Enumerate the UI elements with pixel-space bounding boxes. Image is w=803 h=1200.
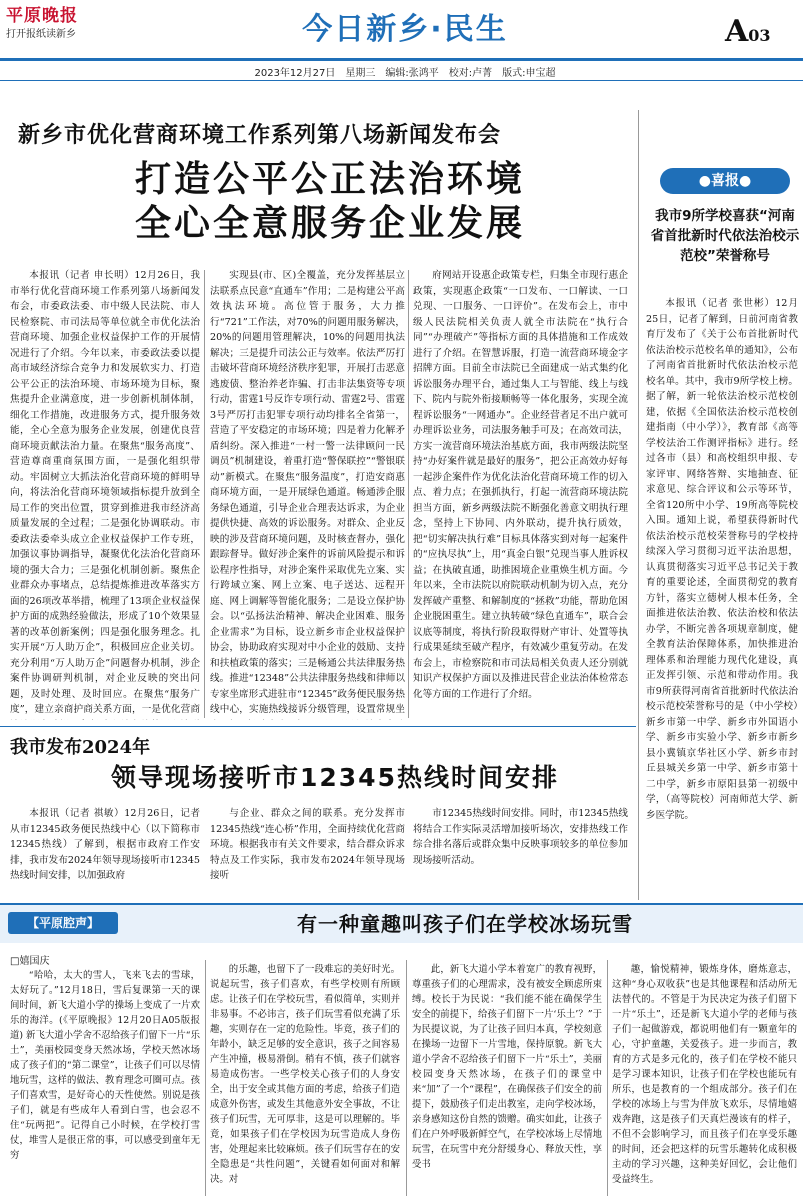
story2-kicker: 我市发布2024年 bbox=[10, 737, 151, 758]
page-number: A03 bbox=[725, 14, 771, 49]
column-divider bbox=[408, 270, 409, 718]
lead-headline-line1: 打造公平公正法治环境 bbox=[134, 159, 525, 200]
lead-column-3: 府网站开设惠企政策专栏，归集全市现行惠企政策，实现惠企政策“一口发布、一口解读、一口兑现、一口服务、一口评价”。在发布会上，市中级人民法院相关负责人就全市法院在“执行合同”“办理破产”等指标方面的具体措施和工作成效进行了介绍。在智慧诉服，打造一流营商环境金字招牌方面。目前全市法院已全面建成一站式集约化诉讼服务办理平台，通过集人工与智能、线上与线下、院内与院外衔接顺畅等一体化服务，实现全流程诉讼服务“一网通办”。企业经营者足不出户就可办理诉讼业务，司法服务触手可及；在高效司法，方实一流营商环境法治基底方面，我市两级法院坚持“办好案件就是最好的服务”，把公正高效办好每一起涉企案件作为优化法治化营商环境工作的切入点、着力点；在强抓执行，打起一流营商环境法院担当方面，新乡两级法院不断强化善意文明执行理念，坚持上下协同、内外联动，提升执行质效，把“切实解决执行难”目标具体落实到对每一起案件的“应执尽执”上，用“真金白银”兑现当事人胜诉权益；在执破直通，助推困境企业重焕生机方面。今年以来，全市法院以府院联动机制为切入点，充分发挥破产重整、和解制度的“拯救”功能，帮助危困企业脱困重生。建立执转破“绿色直通车”，联合会议底等制度，将执行阶段取得财产审计、处置等执行成果延续至破产程序，有效减少重复劳动。在发布会上，市检察院和市司法局相关负责人还分别就知识产权保护方面以及推进民营企业法治体检常态化等方面的工作进行了介绍。 bbox=[413, 270, 628, 700]
story2-column-1: 本报讯（记者 祺敏）12月26日，记者从市12345政务便民热线中心（以下简称市12345热线）了解到，根据市政府工作安排，我市发布2024年领导现场接听市12345热线时间安排，以加强政府 bbox=[10, 808, 200, 881]
column-divider bbox=[607, 960, 608, 1196]
lead-headline-line2: 全心全意服务企业发展 bbox=[134, 203, 525, 244]
story2-column-2: 与企业、群众之间的联系。充分发挥市12345热线“连心桥”作用，全面持续优化营商环境。根据我市有关文件要求，结合群众诉求特点及工作实际，我市发布2024年领导现场接听 bbox=[210, 808, 405, 881]
story2-headline: 领导现场接听市12345热线时间安排 bbox=[111, 763, 559, 792]
newspaper-logo: 平原晚报 bbox=[6, 6, 78, 26]
column-text-2: 的乐趣，也留下了一段难忘的美好时光。说起玩雪，孩子们喜欢，有些学校则有所顾虑。让孩子们在学校玩雪，看似简单，实则并非易事。不必讳言，孩子们玩雪看似充满了乐趣，实则存在一定的危险性。毕竟，孩子们的年龄小，缺乏足够的安全意识，孩子之间容易产生冲撞，极易滑倒。稍有不慎，孩子们就容易造成伤害。一些学校关心孩子们的人身安全，出于安全或其他方面的考虑，给孩子们造成意外伤害，或发生其他意外安全事故，不让孩子们玩雪，无可厚非，这是可以理解的。毕竟，如果孩子们在学校因为玩雪造成人身伤害，处理起来比较麻烦。孩子们玩雪存在的安全隐患是“共性问题”，关键看如何面对和解决。对 bbox=[210, 964, 400, 1185]
column-text-3: 此，新飞大道小学本着宽广的教育视野，尊重孩子们的心理需求，没有被安全顾虑所束缚。校长于为民说：“我们能不能在确保学生安全的前提下，给孩子们留下一片‘乐土’？”于为民提议说，为了让孩子回归本真，学校刻意在操场一边留下一片雪地，保持原貌。新飞大道小学舍不忍给孩子们留下一片“乐土”，美丽校园变身天然冰场，在孩子们的课堂中来“加”了一个“课程”，在确保孩子们安全的前提下，鼓励孩子们走出教室，走向学校冰场，亲身感知这份自然的馈赠。确实如此，让孩子们在户外呼吸新鲜空气，在学校冰场上尽情地玩雪，在玩雪中充分舒缓身心、释放天性，享受书 bbox=[412, 964, 602, 1170]
newspaper-slogan: 打开报纸读新乡 bbox=[6, 29, 76, 40]
column-title: 有一种童趣叫孩子们在学校冰场玩雪 bbox=[297, 912, 633, 936]
header-rule-thin bbox=[0, 80, 803, 81]
sidebar-body: 本报讯（记者 张世彬）12月25日，记者了解到，日前河南省教育厅发布了《关于公布首批新时代依法治校示范校名单的通知》，公布了河南省首批新时代依法治校示范校名单。其中，我市9所学校上榜。据了解，新一轮依法治校示范校创建，依据《全国依法治校示范校创建指南（中小学）》，教育部《高等学校法治工作测评指标》进行。经过各市（县）和高校组织申报、专家评审、网络答辩、实地抽查、征求意见、综合评议和公示等环节，全省120所中小学、19所高等院校入围。通知上说，希望获得新时代依法治校示范校荣誉称号的学校持续深入学习贯彻习近平法治思想，认真贯彻落实习近平总书记关于教育的重要论述，全面贯彻党的教育方针，落实立德树人根本任务，全面推进依法治教、依法治校和依法办学，不断完善各项规章制度，健全教育法治保障体系，加快推进治理体系和治理能力现代化建设，真正发挥引领、示范和带动作用。我市9所获得河南省首批新时代依法治校示范校荣誉称号的是（中小学校）新乡市第一中学、新乡市外国语小学、新乡市实验小学、新乡市新乡县小冀镇京华社区小学、新乡市封丘县城关乡第一中学、新乡市第十二中学，新乡市原阳县第一初级中学，（高等院校）河南师范大学、新乡医学院。 bbox=[646, 298, 798, 821]
dateline: 2023年12月27日 星期三 编辑:张鸿平 校对:卢菁 版式:申宝超 bbox=[254, 68, 556, 79]
column-divider bbox=[406, 960, 407, 1196]
lead-column-1: 本报讯（记者 申长明）12月26日，我市举行优化营商环境工作系列第八场新闻发布会，市委政法委、市中级人民法院、市人民检察院、市司法局等单位就全市优化法治营商环境、加强企业权益保护工作的开展情况进行了介绍。今年以来，市委政法委以提高市域经济综合竞争力和发展软实力、打造公平公正的法治环境、市场环境为目标，聚焦提升企业满意度，进一步创新机制体制，细化工作措施，改进服务方式，提升服务效能，全心全意为服务企业发展，创建优良营商环境贡献法治力量。在聚焦“服务高度”、营造尊商重商氛围方面，一是强化组织带动。牢固树立大抓法治化营商环境的鲜明导向，将法治化营商环境领域指标提升放到全局工作的突出位置，贯穿到推进我市经济高质量发展的全过程；二是强化协调联动。市委政法委牵头成立企业权益保护工作专班，加强议事协调指导，凝聚优化法治化营商环境的强大合力；三是强化机制创新。聚焦企业群众办事堵点，总结提炼推进改革落实方面的26项改革举措，梳理了13项企业权益保护方面的成熟经验做法，形成了10个效果显著的改革创新案例；四是强化服务理念。扎实开展“万人助万企”，积极回应企业关切。充分利用“万人助万企”问题督办机制，涉企案件协调研判机制，对企业反映的突出问题，及时处理、及时回应。在聚焦“服务广度”，建立亲商护商关系方面，一是优化营商 bbox=[10, 270, 200, 715]
sidebar-headline: 我市9所学校喜获“河南省首批新时代依法治校示范校”荣誉称号 bbox=[650, 208, 800, 264]
story2-column-3: 市12345热线时间安排。同时，市12345热线将结合工作实际灵活增加接听场次，安排热线工作综合排名落后或群众集中反映事项较多的单位参加现场接听活动。 bbox=[413, 808, 628, 866]
section-title: 今日新乡·民生 bbox=[302, 12, 508, 47]
column-text-1: “哈哈，太大的雪人，飞来飞去的雪球，太好玩了。”12月18日，雪后复课第一天的课间时间，新飞大道小学的操场上变成了一片欢乐的海洋。(《平原晚报》12月20日A05版报道) 新飞大道小学舍不忍给孩子们留下一片“乐土”，美丽校园变身天然冰场，学校天然冰场成了孩子们的“第二课堂”，让孩子们可以尽情地玩雪，这样的做法、教育理念可圈可点。孩子们喜欢雪，是好奇心的天性使然。别说是孩子们，就是有些成年人看到白雪，也会忍不住“玩两把”。记得自己小时候，在学校打雪仗，堆雪人是很正常的事，可以感受到童年无穷 bbox=[10, 970, 200, 1161]
lead-kicker: 新乡市优化营商环境工作系列第八场新闻发布会 bbox=[18, 122, 502, 148]
lead-headline bbox=[70, 158, 590, 246]
column-author: □嬉国庆 bbox=[10, 956, 50, 967]
column-badge: 【平原腔声】 bbox=[8, 912, 118, 934]
column-divider bbox=[205, 960, 206, 1196]
masthead bbox=[6, 4, 96, 52]
lead-column-2: 实现县(市、区)全覆盖，充分发挥基层立法联系点民意“直通车”作用；二是构建公平高效执法环境。高位管于服务，大力推行“721”工作法，对70%的问题用服务解决，20%的问题用管理解决，10%的问题用执法解决；三是提升司法公正与效率。依法严厉打击破坏营商环境经济秩序犯罪，开展打击恶意逃废债、整治养老诈骗、打击非法集资等专项行动，雷霆1号反诈专项行动、雷霆2号、雷霆3号严厉打击犯罪专项行动均排名全省第一，营造了平安稳定的市场环境；四是着力化解矛盾纠纷。深入推进“一村一警一法律顾问一民调员”机制建设，着重打造“警保联控”“警银联动”新模式。在聚焦“服务温度”，打造安商惠商环境方面，一是开展绿色通道。畅通涉企服务绿色通道，引导企业合理表达诉求，为企业提供快捷、高效的诉讼服务。对群众、企业反映的涉及营商环境问题，及时核查督办，强化跟踪督导。做好涉企案件的诉前风险提示和诉讼程序性指导，对涉企案件采取优先立案、实行跨域立案、网上立案、电子送达、远程开庭、网上调解等智能化服务；二是设立保护协会。以“弘扬法治精神、解决企业困难、服务企业需求”为目标，设立新乡市企业权益保护协会，协助政府实现对中小企业的鼓励、支持和扶植政策的落实；三是畅通公共法律服务热线。推进“12348”公共法律服务热线和律师以专家坐席形式进驻市“12345”政务便民服务热线中心，实施热线接诉分级管理，设置常规坐 bbox=[210, 270, 405, 715]
column-divider bbox=[204, 270, 205, 718]
good-news-badge: ●喜报● bbox=[660, 168, 790, 194]
sidebar-divider bbox=[638, 110, 639, 900]
column-text-4: 趣，愉悦精神，锻炼身体，磨炼意志，这种“身心双收获”也是其他课程和活动所无法替代的。不管是于为民决定为孩子们留下一片“乐土”，还是新飞大道小学的老师与孩子们一起做游戏，都说明他们有一颗童年的心，守护童趣，关爱孩子。进一步而言，教育的方式是多元化的，孩子们在学校不能只是学习课本知识，让孩子们在学校也能玩有所乐，也是教育的一个组成部分。孩子们在学校的冰场上与雪为伴放飞欢乐，尽情地嬉戏奔跑，这是孩子们天真烂漫该有的样子，不但不会影响学习，而且孩子们在享受乐趣的时间，还会把这样的玩雪乐趣转化成积极主动的学习兴趣，这种美好回忆，会让他们受益终生。 bbox=[612, 964, 797, 1185]
story-separator bbox=[0, 726, 636, 727]
header-rule bbox=[0, 58, 803, 61]
